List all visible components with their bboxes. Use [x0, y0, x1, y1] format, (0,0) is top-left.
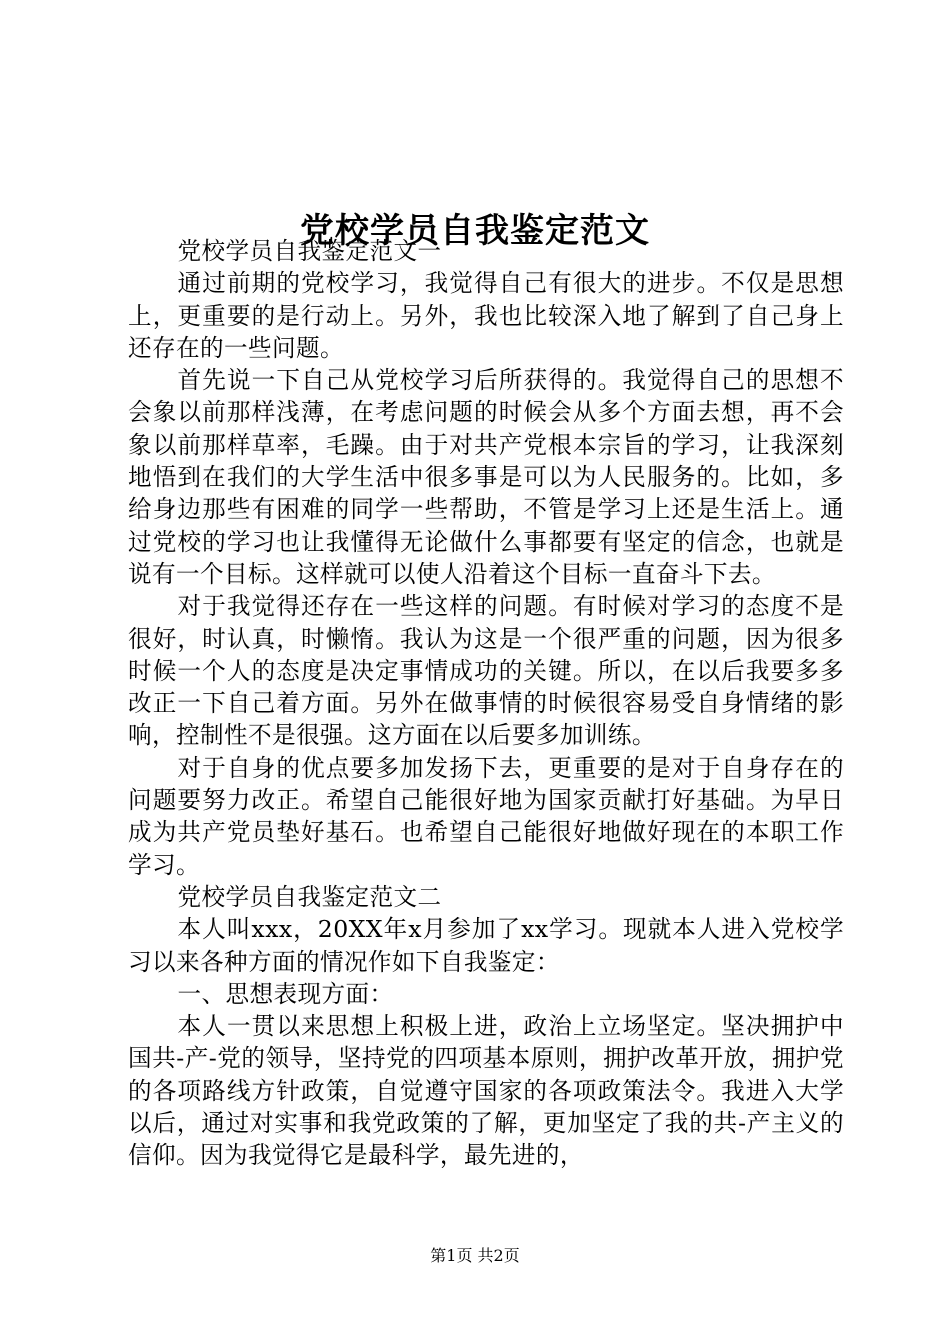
document-body: [128, 235, 844, 1172]
document-title: 党校学员自我鉴定范文: [300, 210, 650, 251]
body-paragraph: 本人叫xxx，20XX年x月参加了xx学习。现就本人进入党校学习以来各种方面的情况作如下自我鉴定：: [128, 915, 844, 976]
section-heading-1: 党校学员自我鉴定范文一: [177, 237, 442, 265]
body-paragraph: 对于我觉得还存在一些这样的问题。有时候对学习的态度不是很好，时认真，时懒惰。我认为这是一个很严重的问题，因为很多时候一个人的态度是决定事情成功的关键。所以，在以后我要多多改正一下自己着方面。另外在做事情的时候很容易受自身情绪的影响，控制性不是很强。这方面在以后要多加训练。: [128, 592, 844, 750]
body-paragraph: 首先说一下自己从党校学习后所获得的。我觉得自己的思想不会象以前那样浅薄，在考虑问题的时候会从多个方面去想，再不会象以前那样草率，毛躁。由于对共产党根本宗旨的学习，让我深刻地悟到在我们的大学生活中很多事是可以为人民服务的。比如，多给身边那些有困难的同学一些帮助，不管是学习上还是生活上。通过党校的学习也让我懂得无论做什么事都要有坚定的信念，也就是说有一个目标。这样就可以使人沿着这个目标一直奋斗下去。: [128, 366, 844, 588]
body-paragraph: 对于自身的优点要多加发扬下去，更重要的是对于自身存在的问题要努力改正。希望自己能很好地为国家贡献打好基础。为早日成为共产党员垫好基石。也希望自己能很好地做好现在的本职工作学习。: [128, 753, 844, 879]
section-heading-2: 党校学员自我鉴定范文二: [177, 882, 442, 911]
subsection-heading: 一、思想表现方面：: [177, 979, 394, 1008]
body-paragraph: 本人一贯以来思想上积极上进，政治上立场坚定。坚决拥护中国共-产-党的领导，坚持党的四项基本原则，拥护改革开放，拥护党的各项路线方针政策，自觉遵守国家的各项政策法令。我进入大学以后，通过对实事和我党政策的了解，更加坚定了我的共-产主义的信仰。因为我觉得它是最科学，最先进的，: [128, 1012, 844, 1170]
body-paragraph: 通过前期的党校学习，我觉得自己有很大的进步。不仅是思想上，更重要的是行动上。另外，我也比较深入地了解到了自己身上还存在的一些问题。: [128, 269, 844, 362]
page-footer: 第1页 共2页: [430, 1246, 520, 1265]
